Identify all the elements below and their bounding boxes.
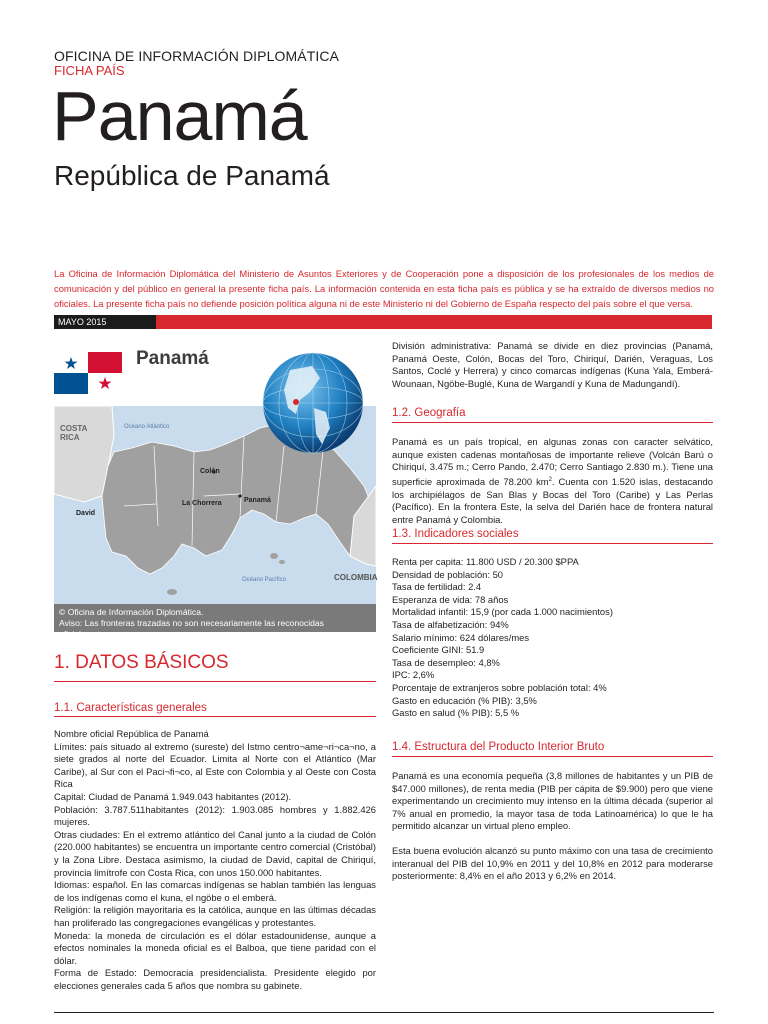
geography-text-part: . Cuenta con 1.520 islas, destacando los archipiélagos de San Blas y Bocas del Toro (Caribe) y Las Perlas (Pacífico). En la frontera Este, la selva del Darién hace de frontera natural entre Panamá y Colombia. (392, 475, 713, 525)
characteristics-text (54, 728, 376, 992)
map-label-colombia: COLOMBIA (334, 573, 378, 582)
indicator-item: Mortalidad infantil: 15,9 (por cada 1.000 nacimientos) (392, 606, 613, 618)
indicator-item: Porcentaje de extranjeros sobre población total: 4% (392, 681, 607, 693)
paragraph: Población: 3.787.511habitantes (2012): 1.903.085 hombres y 1.882.426 mujeres. (54, 803, 376, 828)
social-indicators-list (392, 556, 713, 720)
map-label-la-chorrera: La Chorrera (182, 500, 222, 507)
page-subtitle: República de Panamá (54, 160, 330, 191)
subsection-heading-pib: 1.4. Estructura del Producto Interior Bruto (392, 741, 605, 753)
paragraph: Límites: país situado al extremo (sureste) del Istmo centro¬ame¬ri¬ca¬no, a siete grados al norte del Ecuador. Limita al Norte con el Atlántico (Mar Caribe), al Sur con el Paci¬fi¬co, al Este con Colombia y al Oeste con Costa Rica (54, 740, 376, 790)
paragraph: Forma de Estado: Democracia presidencialista. Presidente elegido por elecciones generales cada 5 años que nombra su gabinete. (54, 967, 376, 991)
office-name: OFICINA DE INFORMACIÓN DIPLOMÁTICA (54, 48, 339, 64)
map-label-david: David (76, 510, 96, 517)
geography-text-part: Panamá es un país tropical, en algunas zonas con caracter selvático, aunque existen cadenas montañosas de importante relieve (Volcán Barú o Chiriquí, 3.475 m.; Cerro Pando, 2.470; Cerro Santiago 2.830 m.). Tiene una superficie aproximada de 78.200 km (392, 436, 713, 487)
paragraph: Capital: Ciudad de Panamá 1.949.043 habitantes (2012). (54, 790, 292, 802)
map-label-colon: Colón (200, 468, 220, 475)
subsection-rule (392, 756, 713, 757)
map-label-costa-rica: COSTA RICA (60, 424, 88, 442)
indicator-item: Esperanza de vida: 78 años (392, 593, 509, 605)
map-label-pacific: Océano Pacífico (242, 577, 287, 583)
paragraph: Panamá es una economía pequeña (3,8 millones de habitantes y un PIB de $47.000 millones), de renta media (PIB per cápita de $9.900) pero que viene experimentando un crecimiento muy intenso en la última década (superior al 7% anual en promedio, la mayor tasa de toda Latinoamérica) lo que le ha permitido alcanzar un virtual pleno empleo. (392, 770, 713, 832)
map-caption (54, 604, 376, 639)
footer-rule (54, 1012, 714, 1013)
paragraph: Moneda: la moneda de circulación es el dólar estadounidense, aunque a efectos nominales la moneda oficial es el Balboa, que tiene paridad con el dólar. (54, 929, 376, 966)
subsection-rule (392, 422, 713, 423)
map-caption-copyright: © Oficina de Información Diplomática. (59, 607, 204, 617)
subsection-rule (54, 716, 376, 717)
indicator-item: Tasa de alfabetización: 94% (392, 618, 509, 630)
date-bar (54, 315, 712, 329)
panama-flag (54, 352, 122, 394)
indicator-item: Coeficiente GINI: 51.9 (392, 644, 485, 656)
indicator-item: Renta per capita: 11.800 USD / 20.300 $PPA (392, 556, 579, 567)
paragraph: Esta buena evolución alcanzó su punto máximo con una tasa de crecimiento interanual del PIB del 10,9% en 2011 y del 10,8% en 2012 para moderarse posteriormente: 8,4% en el año 2013 y 6,2% en 2014. (392, 844, 713, 882)
section-rule (54, 681, 376, 682)
map-figure (54, 340, 378, 639)
indicator-item: Gasto en salud (% PIB): 5,5 % (392, 707, 520, 719)
pib-text (392, 770, 713, 883)
page-title: Panamá (52, 77, 307, 155)
document-type: FICHA PAÍS (54, 63, 125, 78)
subsection-heading-indicadores: 1.3. Indicadores sociales (392, 528, 519, 540)
administrative-division-text: División administrativa: Panamá se divide en diez provincias (Panamá, Panamá Oeste, Colón, Bocas del Toro, Chiriquí, Darién, Veraguas, Los Santos, Coclé y Herrera) y cinco comarcas indígenas (Kuna Yala, Emberá-Wounaan, Ngöbe-Buglé, Kuna de Wargandí y Kuna de Madungandí). (392, 340, 713, 389)
subsection-heading-caracteristicas: 1.1. Características generales (54, 702, 207, 714)
indicator-item: Tasa de fertilidad: 2.4 (392, 581, 482, 593)
paragraph: Idiomas: español. En las comarcas indígenas se hablan también las lenguas de los indígenas como el kuna, el ngöbe o el emberá. (54, 879, 376, 903)
intro-paragraph: La Oficina de Información Diplomática del Ministerio de Asuntos Exteriores y de Cooperación pone a disposición de los profesionales de los medios de comunicación y del público en general la presente ficha país. La información contenida en esta ficha país es pública y se ha extraído de diversos medios no oficiales. La presente ficha país no defiende posición política alguna ni de este Ministerio ni del Gobierno de España respecto del país sobre el que versa. (54, 268, 714, 309)
map-title: Panamá (136, 348, 209, 369)
indicator-item: Densidad de población: 50 (392, 568, 504, 580)
globe-icon (260, 350, 366, 456)
geography-text (392, 436, 713, 526)
map-label-panama: Panamá (244, 497, 271, 504)
indicator-item: Tasa de desempleo: 4,8% (392, 656, 500, 668)
date-label: MAYO 2015 (54, 315, 156, 329)
indicator-item: IPC: 2,6% (392, 669, 435, 681)
paragraph: Otras ciudades: En el extremo atlántico del Canal junto a la ciudad de Colón (220.000 habitantes) se encuentra un importante centro comercial (Cristóbal) y la Zona Libre. Destaca asimismo, la ciudad de David, capital de Chiriquí, provincia limítrofe con Costa Rica, con unos 150.000 habitantes. (54, 828, 376, 878)
indicator-item: Gasto en educación (% PIB): 3,5% (392, 694, 537, 706)
subsection-rule (392, 543, 713, 544)
map-caption-notice: Aviso: Las fronteras trazadas no son necesariamente las reconocidas oficialmente. (59, 618, 324, 639)
subsection-heading-geografia: 1.2. Geografía (392, 407, 466, 419)
map-label-atlantic: Océano Atlántico (124, 424, 170, 430)
paragraph: Nombre oficial República de Panamá (54, 728, 209, 739)
superscript: 2 (548, 476, 552, 483)
paragraph: Religión: la religión mayoritaria es la católica, aunque en las últimas décadas han proliferado las congregaciones evangélicas y protestantes. (54, 904, 376, 928)
indicator-item: Salario mínimo: 624 dólares/mes (392, 631, 530, 643)
section-heading-datos-basicos: 1. DATOS BÁSICOS (54, 652, 229, 673)
